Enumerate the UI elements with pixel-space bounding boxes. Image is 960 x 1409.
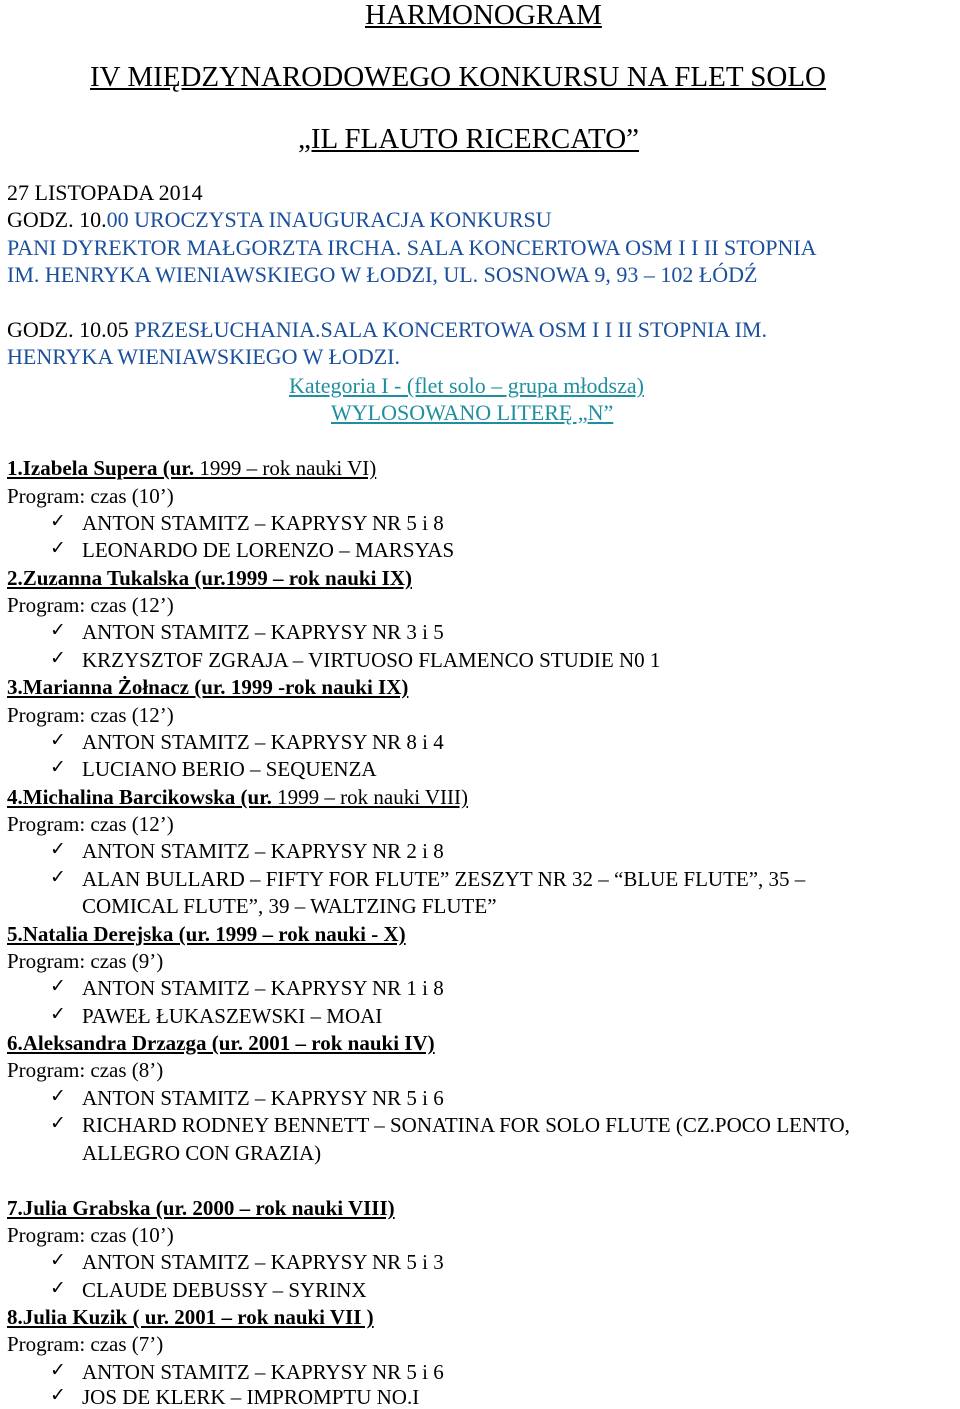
performer-details: 1999 – rok nauki VI)	[194, 456, 377, 480]
performer-4-piece-2	[50, 866, 806, 891]
performer-details: 1999 – rok nauki - X)	[210, 922, 406, 946]
performer-4-program: Program: czas (12’)	[7, 812, 174, 836]
performer-8-program: Program: czas (7’)	[7, 1332, 164, 1356]
performer-details: 2001 – rok nauki IV)	[243, 1031, 435, 1055]
piece-text: LEONARDO DE LORENZO – MARSYAS	[82, 538, 455, 562]
kategoria-line: Kategoria I - (flet solo – grupa młodsza)	[289, 373, 644, 398]
piece-text: ANTON STAMITZ – KAPRYSY NR 8 i 4	[82, 730, 444, 754]
performer-details: 1999 – rok nauki VIII)	[271, 785, 469, 809]
performer-6-name	[7, 1033, 435, 1054]
godz2-line	[7, 319, 767, 341]
performer-name: 2.Zuzanna Tukalska (ur.	[7, 566, 226, 590]
address-line: IM. HENRYKA WIENIAWSKIEGO W ŁODZI, UL. SOSNOWA 9, 93 – 102 ŁÓDŹ	[7, 262, 758, 287]
check-icon: ✓	[50, 1384, 66, 1406]
piece-text: CLAUDE DEBUSSY – SYRINX	[82, 1278, 367, 1302]
performer-name: 4.Michalina Barcikowska (ur.	[7, 785, 272, 809]
performer-details: 1999 – rok nauki IX)	[225, 566, 413, 590]
piece-text: ANTON STAMITZ – KAPRYSY NR 1 i 8	[82, 976, 444, 1000]
godz1-text: 00 UROCZYSTA INAUGURACJA KONKURSU	[106, 207, 552, 232]
performer-3-piece-1	[50, 729, 444, 754]
performer-8-name	[7, 1307, 374, 1328]
check-icon: ✓	[50, 647, 66, 669]
performer-details: 1999 -rok nauki IX)	[225, 675, 409, 699]
godz2-text: PRZESŁUCHANIA.SALA KONCERTOWA OSM I I II STOPNIA IM.	[128, 317, 767, 342]
piece-text: ANTON STAMITZ – KAPRYSY NR 3 i 5	[82, 620, 444, 644]
title-line-2: IV MIĘDZYNARODOWEGO KONKURSU NA FLET SOLO	[90, 61, 827, 93]
piece-text: ALLEGRO CON GRAZIA)	[82, 1141, 322, 1165]
performer-5-piece-2	[50, 1003, 383, 1028]
performer-6-program: Program: czas (8’)	[7, 1058, 164, 1082]
check-icon: ✓	[50, 1249, 66, 1271]
performer-3-name	[7, 677, 408, 698]
performer-5-piece-1	[50, 975, 444, 1000]
performer-name: 6.Aleksandra Drzazga (ur.	[7, 1031, 244, 1055]
piece-text: ANTON STAMITZ – KAPRYSY NR 5 i 6	[82, 1086, 444, 1110]
wylosowano-line: WYLOSOWANO LITERĘ „N”	[331, 400, 614, 425]
check-icon: ✓	[50, 1359, 66, 1381]
godz1-prefix: GODZ. 10.	[7, 207, 107, 232]
check-icon: ✓	[50, 537, 66, 559]
godz1-line	[7, 209, 552, 231]
performer-name: 7.Julia Grabska (ur.	[7, 1196, 188, 1220]
performer-2-piece-2	[50, 647, 661, 672]
check-icon: ✓	[50, 1112, 66, 1134]
piece-text: ALAN BULLARD – FIFTY FOR FLUTE” ZESZYT NR 32 – “BLUE FLUTE”, 35 –	[82, 867, 806, 891]
performer-details: 2001 – rok nauki VII )	[169, 1305, 374, 1329]
performer-1-piece-2	[50, 537, 455, 562]
piece-text: ANTON STAMITZ – KAPRYSY NR 5 i 6	[82, 1360, 444, 1384]
henryka-line: HENRYKA WIENIAWSKIEGO W ŁODZI.	[7, 344, 400, 369]
performer-2-name	[7, 568, 412, 589]
performer-5-name	[7, 924, 406, 945]
performer-6-piece-2-cont	[82, 1143, 321, 1164]
check-icon: ✓	[50, 729, 66, 751]
performer-8-piece-1	[50, 1359, 444, 1384]
performer-3-program: Program: czas (12’)	[7, 703, 174, 727]
performer-2-program: Program: czas (12’)	[7, 593, 174, 617]
performer-name: 8.Julia Kuzik ( ur.	[7, 1305, 170, 1329]
check-icon: ✓	[50, 866, 66, 888]
dyrektor-line: PANI DYREKTOR MAŁGORZTA IRCHA. SALA KONCERTOWA OSM I I II STOPNIA	[7, 235, 817, 260]
godz2-prefix: GODZ. 10.05	[7, 317, 129, 342]
performer-3-piece-2	[50, 756, 377, 781]
piece-text: ANTON STAMITZ – KAPRYSY NR 2 i 8	[82, 839, 444, 863]
check-icon: ✓	[50, 838, 66, 860]
check-icon: ✓	[50, 510, 66, 532]
performer-name: 3.Marianna Żołnacz (ur.	[7, 675, 226, 699]
title-line-3: „IL FLAUTO RICERCATO”	[298, 123, 640, 155]
piece-text: KRZYSZTOF ZGRAJA – VIRTUOSO FLAMENCO STUDIE N0 1	[82, 648, 661, 672]
performer-7-name	[7, 1198, 395, 1219]
performer-2-piece-1	[50, 619, 444, 644]
performer-4-name	[7, 787, 468, 808]
check-icon: ✓	[50, 619, 66, 641]
piece-text: JOS DE KLERK – IMPROMPTU NO.I	[82, 1385, 420, 1409]
performer-6-piece-2	[50, 1112, 850, 1137]
piece-text: PAWEŁ ŁUKASZEWSKI – MOAI	[82, 1004, 383, 1028]
piece-text: RICHARD RODNEY BENNETT – SONATINA FOR SOLO FLUTE (CZ.POCO LENTO,	[82, 1113, 850, 1137]
performer-4-piece-2-cont	[82, 896, 497, 917]
piece-text: LUCIANO BERIO – SEQUENZA	[82, 757, 377, 781]
check-icon: ✓	[50, 756, 66, 778]
performer-5-program: Program: czas (9’)	[7, 949, 164, 973]
piece-text: ANTON STAMITZ – KAPRYSY NR 5 i 8	[82, 511, 444, 535]
performer-1-program: Program: czas (10’)	[7, 484, 174, 508]
performer-name: 5.Natalia Derejska (ur.	[7, 922, 210, 946]
title-line-1: HARMONOGRAM	[365, 0, 602, 31]
performer-1-name	[7, 458, 376, 479]
performer-7-program: Program: czas (10’)	[7, 1223, 174, 1247]
date: 27 LISTOPADA 2014	[7, 180, 203, 205]
performer-1-piece-1	[50, 510, 444, 535]
performer-4-piece-1	[50, 838, 444, 863]
check-icon: ✓	[50, 1003, 66, 1025]
check-icon: ✓	[50, 1085, 66, 1107]
performer-8-piece-2	[50, 1384, 420, 1409]
performer-name: 1.Izabela Supera (ur.	[7, 456, 195, 480]
performer-7-piece-1	[50, 1249, 444, 1274]
piece-text: ANTON STAMITZ – KAPRYSY NR 5 i 3	[82, 1250, 444, 1274]
check-icon: ✓	[50, 975, 66, 997]
piece-text: COMICAL FLUTE”, 39 – WALTZING FLUTE”	[82, 894, 497, 918]
check-icon: ✓	[50, 1277, 66, 1299]
performer-details: 2000 – rok nauki VIII)	[187, 1196, 395, 1220]
performer-6-piece-1	[50, 1085, 444, 1110]
performer-7-piece-2	[50, 1277, 367, 1302]
